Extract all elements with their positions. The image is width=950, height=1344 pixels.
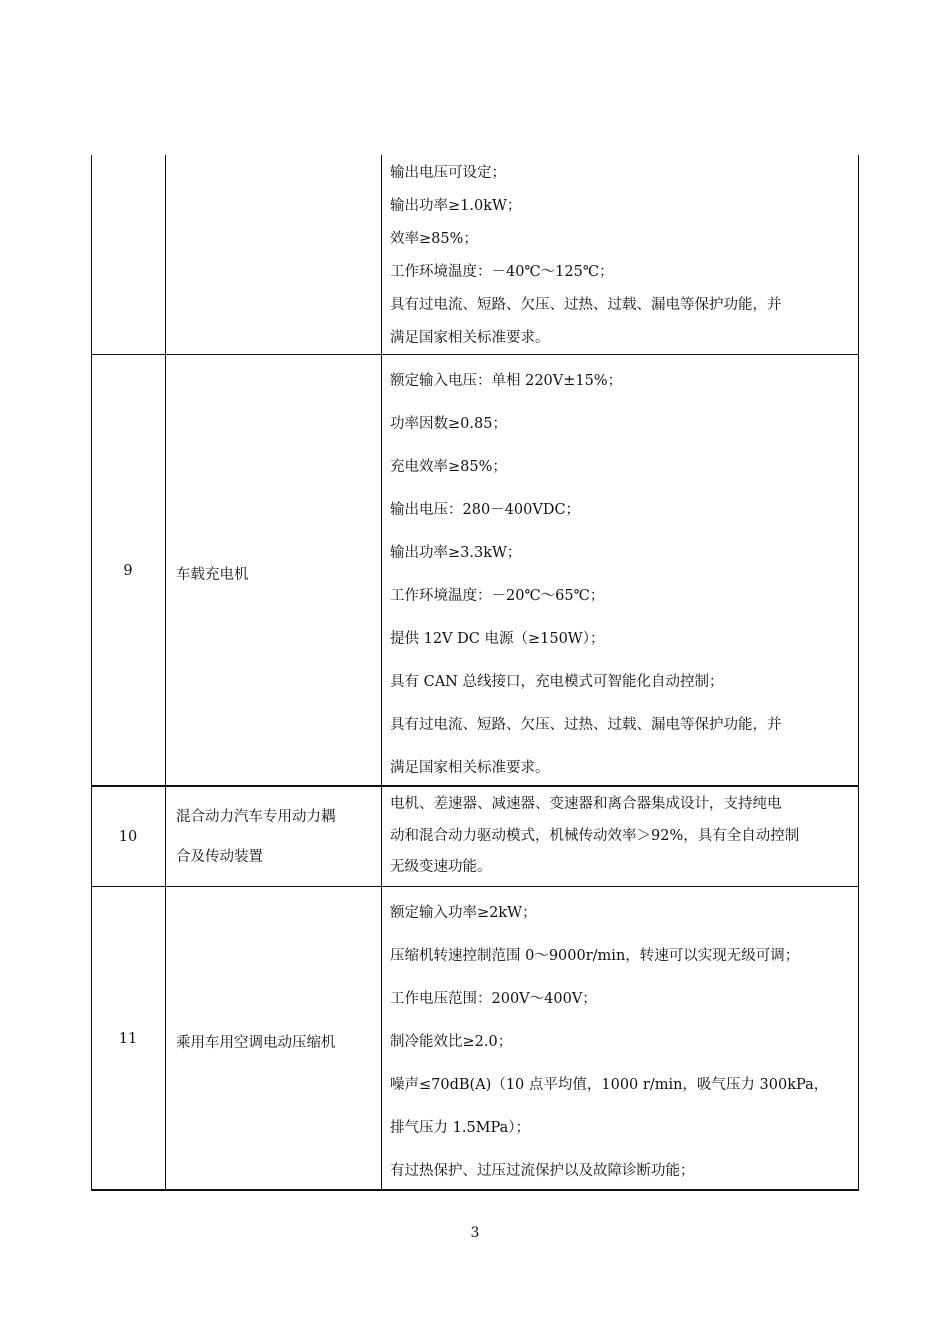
spec-line: 输出功率≥1.0kW； [390, 198, 522, 214]
item-name-line: 车载充电机 [176, 567, 249, 583]
spec-line: 输出功率≥3.3kW； [390, 545, 522, 561]
table-row [91, 887, 859, 1189]
spec-table [91, 155, 859, 1191]
row-number: 11 [118, 1031, 138, 1047]
item-name-line: 混合动力汽车专用动力耦 [176, 809, 336, 825]
spec-line: 噪声≤70dB(A)（10 点平均值，1000 r/min，吸气压力 300kPa， [390, 1077, 829, 1093]
item-name [166, 563, 381, 584]
row-number: 9 [123, 563, 133, 579]
table-row [91, 355, 859, 785]
spec-line: 具有过电流、短路、欠压、过热、过载、漏电等保护功能，并 [390, 717, 782, 733]
spec-line: 功率因数≥0.85； [390, 416, 507, 432]
spec-line: 工作环境温度：－20℃～65℃； [390, 588, 605, 604]
spec-line: 额定输入功率≥2kW； [390, 905, 537, 921]
spec-line: 电机、差速器、减速器、变速器和离合器集成设计，支持纯电 [390, 796, 782, 812]
spec-line: 具有过电流、短路、欠压、过热、过载、漏电等保护功能，并 [390, 297, 782, 313]
spec-line: 制冷能效比≥2.0； [390, 1034, 513, 1050]
row-number: 10 [118, 829, 138, 845]
item-name-line: 合及传动装置 [176, 849, 263, 865]
table-row [91, 787, 859, 886]
spec-line: 满足国家相关标准要求。 [390, 330, 550, 346]
spec-line: 排气压力 1.5MPa）； [390, 1120, 531, 1136]
spec-line: 压缩机转速控制范围 0～9000r/min，转速可以实现无级可调； [390, 948, 800, 964]
spec-line: 提供 12V DC 电源（≥150W）； [390, 631, 605, 647]
spec-line: 输出电压：280－400VDC； [390, 502, 581, 518]
page-number: 3 [470, 1225, 480, 1241]
spec-line: 有过热保护、过压过流保护以及故障诊断功能； [390, 1163, 695, 1179]
item-name [166, 1031, 381, 1052]
spec-line: 动和混合动力驱动模式，机械传动效率＞92%，具有全自动控制 [390, 828, 800, 844]
spec-line: 额定输入电压：单相 220V±15%； [390, 373, 623, 389]
item-name [166, 805, 381, 866]
spec-line: 输出电压可设定； [390, 165, 506, 181]
spec-line: 充电效率≥85%； [390, 459, 507, 475]
spec-line: 效率≥85%； [390, 231, 478, 247]
spec-line: 具有 CAN 总线接口，充电模式可智能化自动控制； [390, 674, 724, 690]
table-border-bottom [91, 1189, 859, 1191]
spec-line: 无级变速功能。 [390, 859, 492, 875]
table-row [91, 155, 859, 354]
item-name-line: 乘用车用空调电动压缩机 [176, 1035, 336, 1051]
spec-line: 满足国家相关标准要求。 [390, 760, 550, 776]
spec-line: 工作电压范围：200V～400V； [390, 991, 597, 1007]
spec-line: 工作环境温度：－40℃～125℃； [390, 264, 614, 280]
